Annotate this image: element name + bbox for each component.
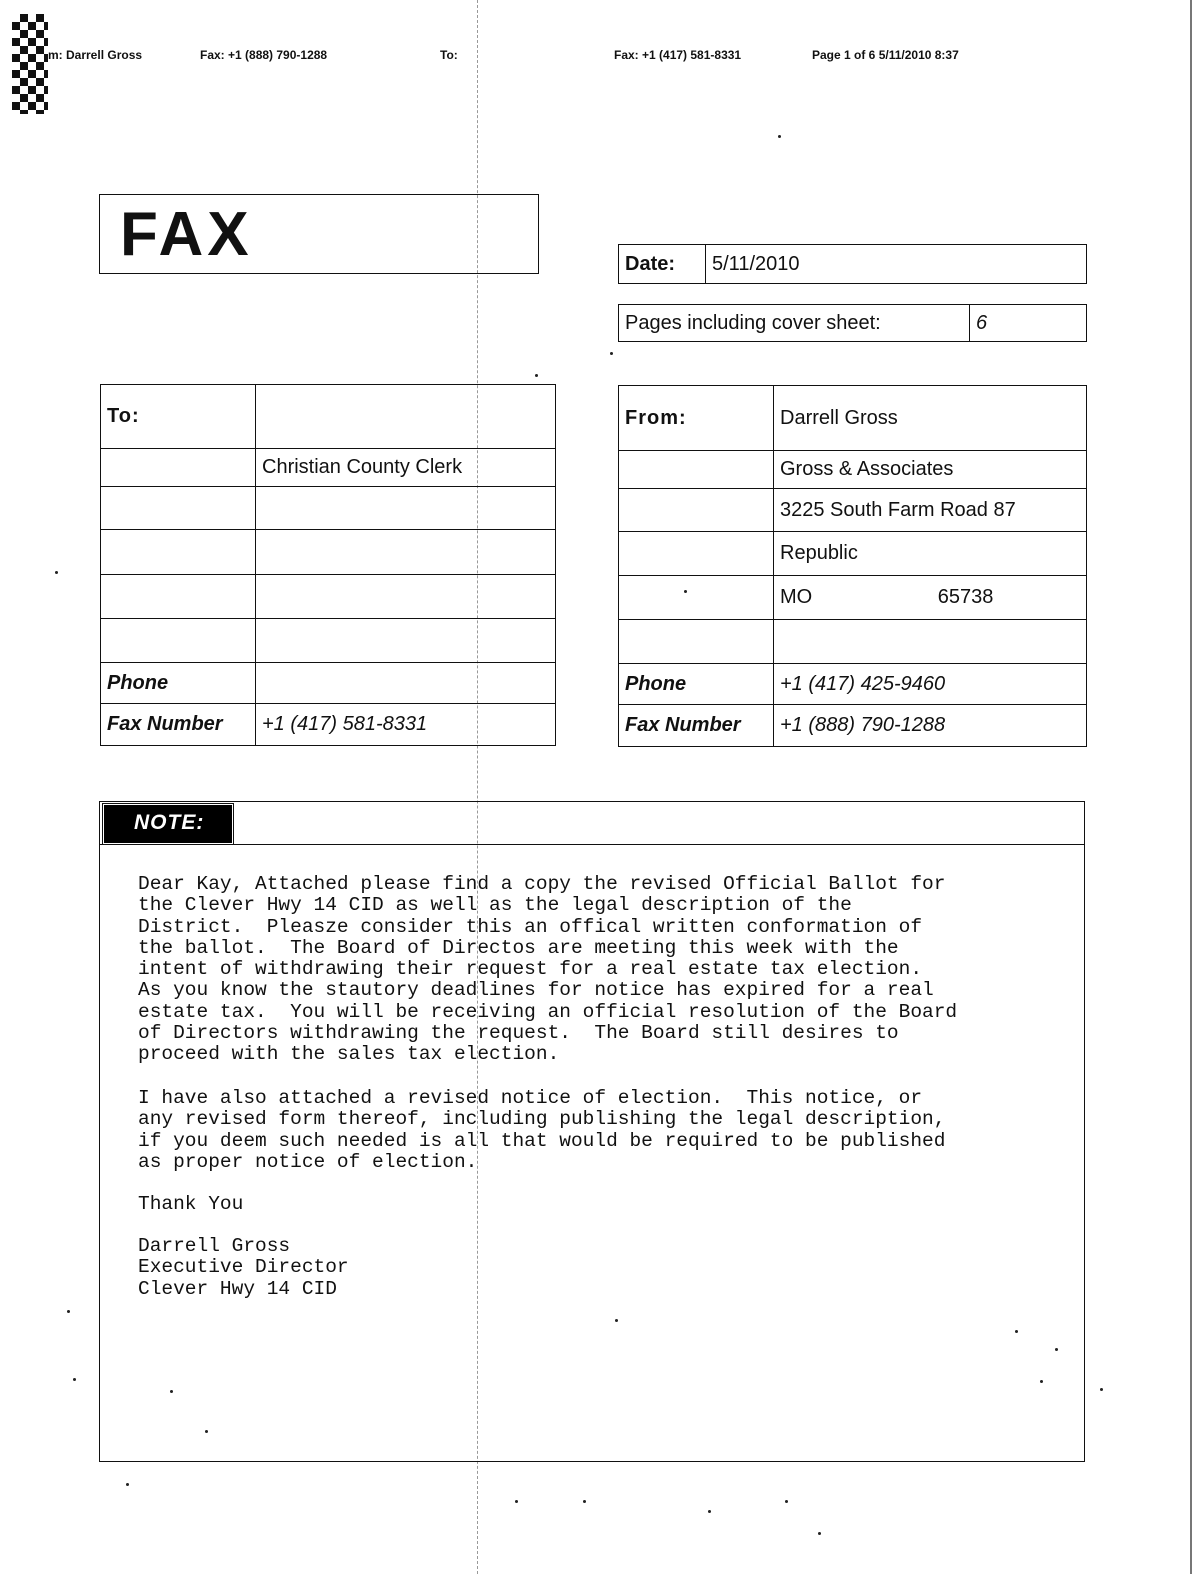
to-fax-label: Fax Number <box>101 704 256 746</box>
note-box <box>99 801 1085 1462</box>
from-row-6 <box>774 620 1087 664</box>
scan-speck <box>55 571 58 574</box>
scan-speck <box>610 352 613 355</box>
to-recipient: Christian County Clerk <box>256 449 556 487</box>
from-label: From: <box>619 386 774 451</box>
from-fax-label: Fax Number <box>619 705 774 747</box>
note-divider <box>100 844 1084 845</box>
scan-speck <box>785 1500 788 1503</box>
to-phone <box>256 663 556 704</box>
pages-label: Pages including cover sheet: <box>619 305 970 342</box>
note-paragraph-2: I have also attached a revised notice of election. This notice, or any revised form thereof, including publishing the legal description, if you deem such needed is all that would be required to be published as proper notice of election. <box>138 1087 946 1173</box>
date-label: Date: <box>619 245 706 284</box>
pages-value: 6 <box>970 305 1087 342</box>
date-table <box>618 244 1087 284</box>
to-row-4 <box>256 530 556 575</box>
scan-speck <box>1015 1330 1018 1333</box>
title-box <box>99 194 539 274</box>
note-closing: Thank You <box>138 1193 244 1215</box>
to-row-5 <box>256 575 556 619</box>
to-phone-label: Phone <box>101 663 256 704</box>
scan-speck <box>583 1500 586 1503</box>
scan-speck <box>708 1510 711 1513</box>
from-phone: +1 (417) 425-9460 <box>774 664 1087 705</box>
scan-speck <box>615 1319 618 1322</box>
from-state-zip <box>774 576 1087 620</box>
from-fax: +1 (888) 790-1288 <box>774 705 1087 747</box>
header-from-fax: Fax: +1 (888) 790-1288 <box>200 48 328 62</box>
from-state: MO <box>780 586 813 608</box>
from-name: Darrell Gross <box>774 386 1087 451</box>
from-city: Republic <box>774 532 1087 576</box>
scan-speck <box>73 1378 76 1381</box>
note-signature: Darrell Gross Executive Director Clever Hwy 14 CID <box>138 1235 349 1300</box>
fax-machine-marker <box>12 14 48 114</box>
from-zip: 65738 <box>937 586 994 608</box>
from-company: Gross & Associates <box>774 451 1087 489</box>
note-paragraph-1: Dear Kay, Attached please find a copy the revised Official Ballot for the Clever Hwy 14 CID as well as the legal description of the District. Pleasze consider this an offical written conformation of the ballot. The Board of Directos are meeting this week with the intent of withdrawing their request for a real estate tax election. As you know the stautory deadlines for notice has expired for a real estate tax. You will be receiving an official resolution of the Board of Directors withdrawing the request. The Board still desires to proceed with the sales tax election. <box>138 873 958 1066</box>
to-row-6 <box>256 619 556 663</box>
to-fax: +1 (417) 581-8331 <box>256 704 556 746</box>
scan-speck <box>515 1500 518 1503</box>
scan-speck <box>205 1430 208 1433</box>
scan-speck <box>1100 1388 1103 1391</box>
from-table <box>618 385 1087 747</box>
header-to: To: <box>440 48 458 62</box>
to-table <box>100 384 556 746</box>
to-label: To: <box>101 385 256 449</box>
scan-speck <box>535 374 538 377</box>
header-from: m: Darrell Gross <box>48 48 143 62</box>
from-street: 3225 South Farm Road 87 <box>774 489 1087 532</box>
note-label: NOTE: <box>134 811 205 834</box>
header-page-info: Page 1 of 6 5/11/2010 8:37 <box>812 48 959 62</box>
page-title: FAX <box>120 200 253 269</box>
to-row-3 <box>256 487 556 530</box>
scan-speck <box>818 1532 821 1535</box>
scan-speck <box>170 1390 173 1393</box>
pages-table <box>618 304 1087 342</box>
date-value: 5/11/2010 <box>706 245 1087 284</box>
header-to-fax: Fax: +1 (417) 581-8331 <box>614 48 742 62</box>
note-label-box <box>104 805 232 843</box>
scan-edge <box>1190 0 1192 1574</box>
scan-speck <box>1055 1348 1058 1351</box>
to-row-1 <box>256 385 556 449</box>
scan-speck <box>126 1483 129 1486</box>
scan-speck <box>778 135 781 138</box>
scan-speck <box>67 1310 70 1313</box>
from-phone-label: Phone <box>619 664 774 705</box>
scan-speck <box>1040 1380 1043 1383</box>
scan-speck <box>684 590 687 593</box>
